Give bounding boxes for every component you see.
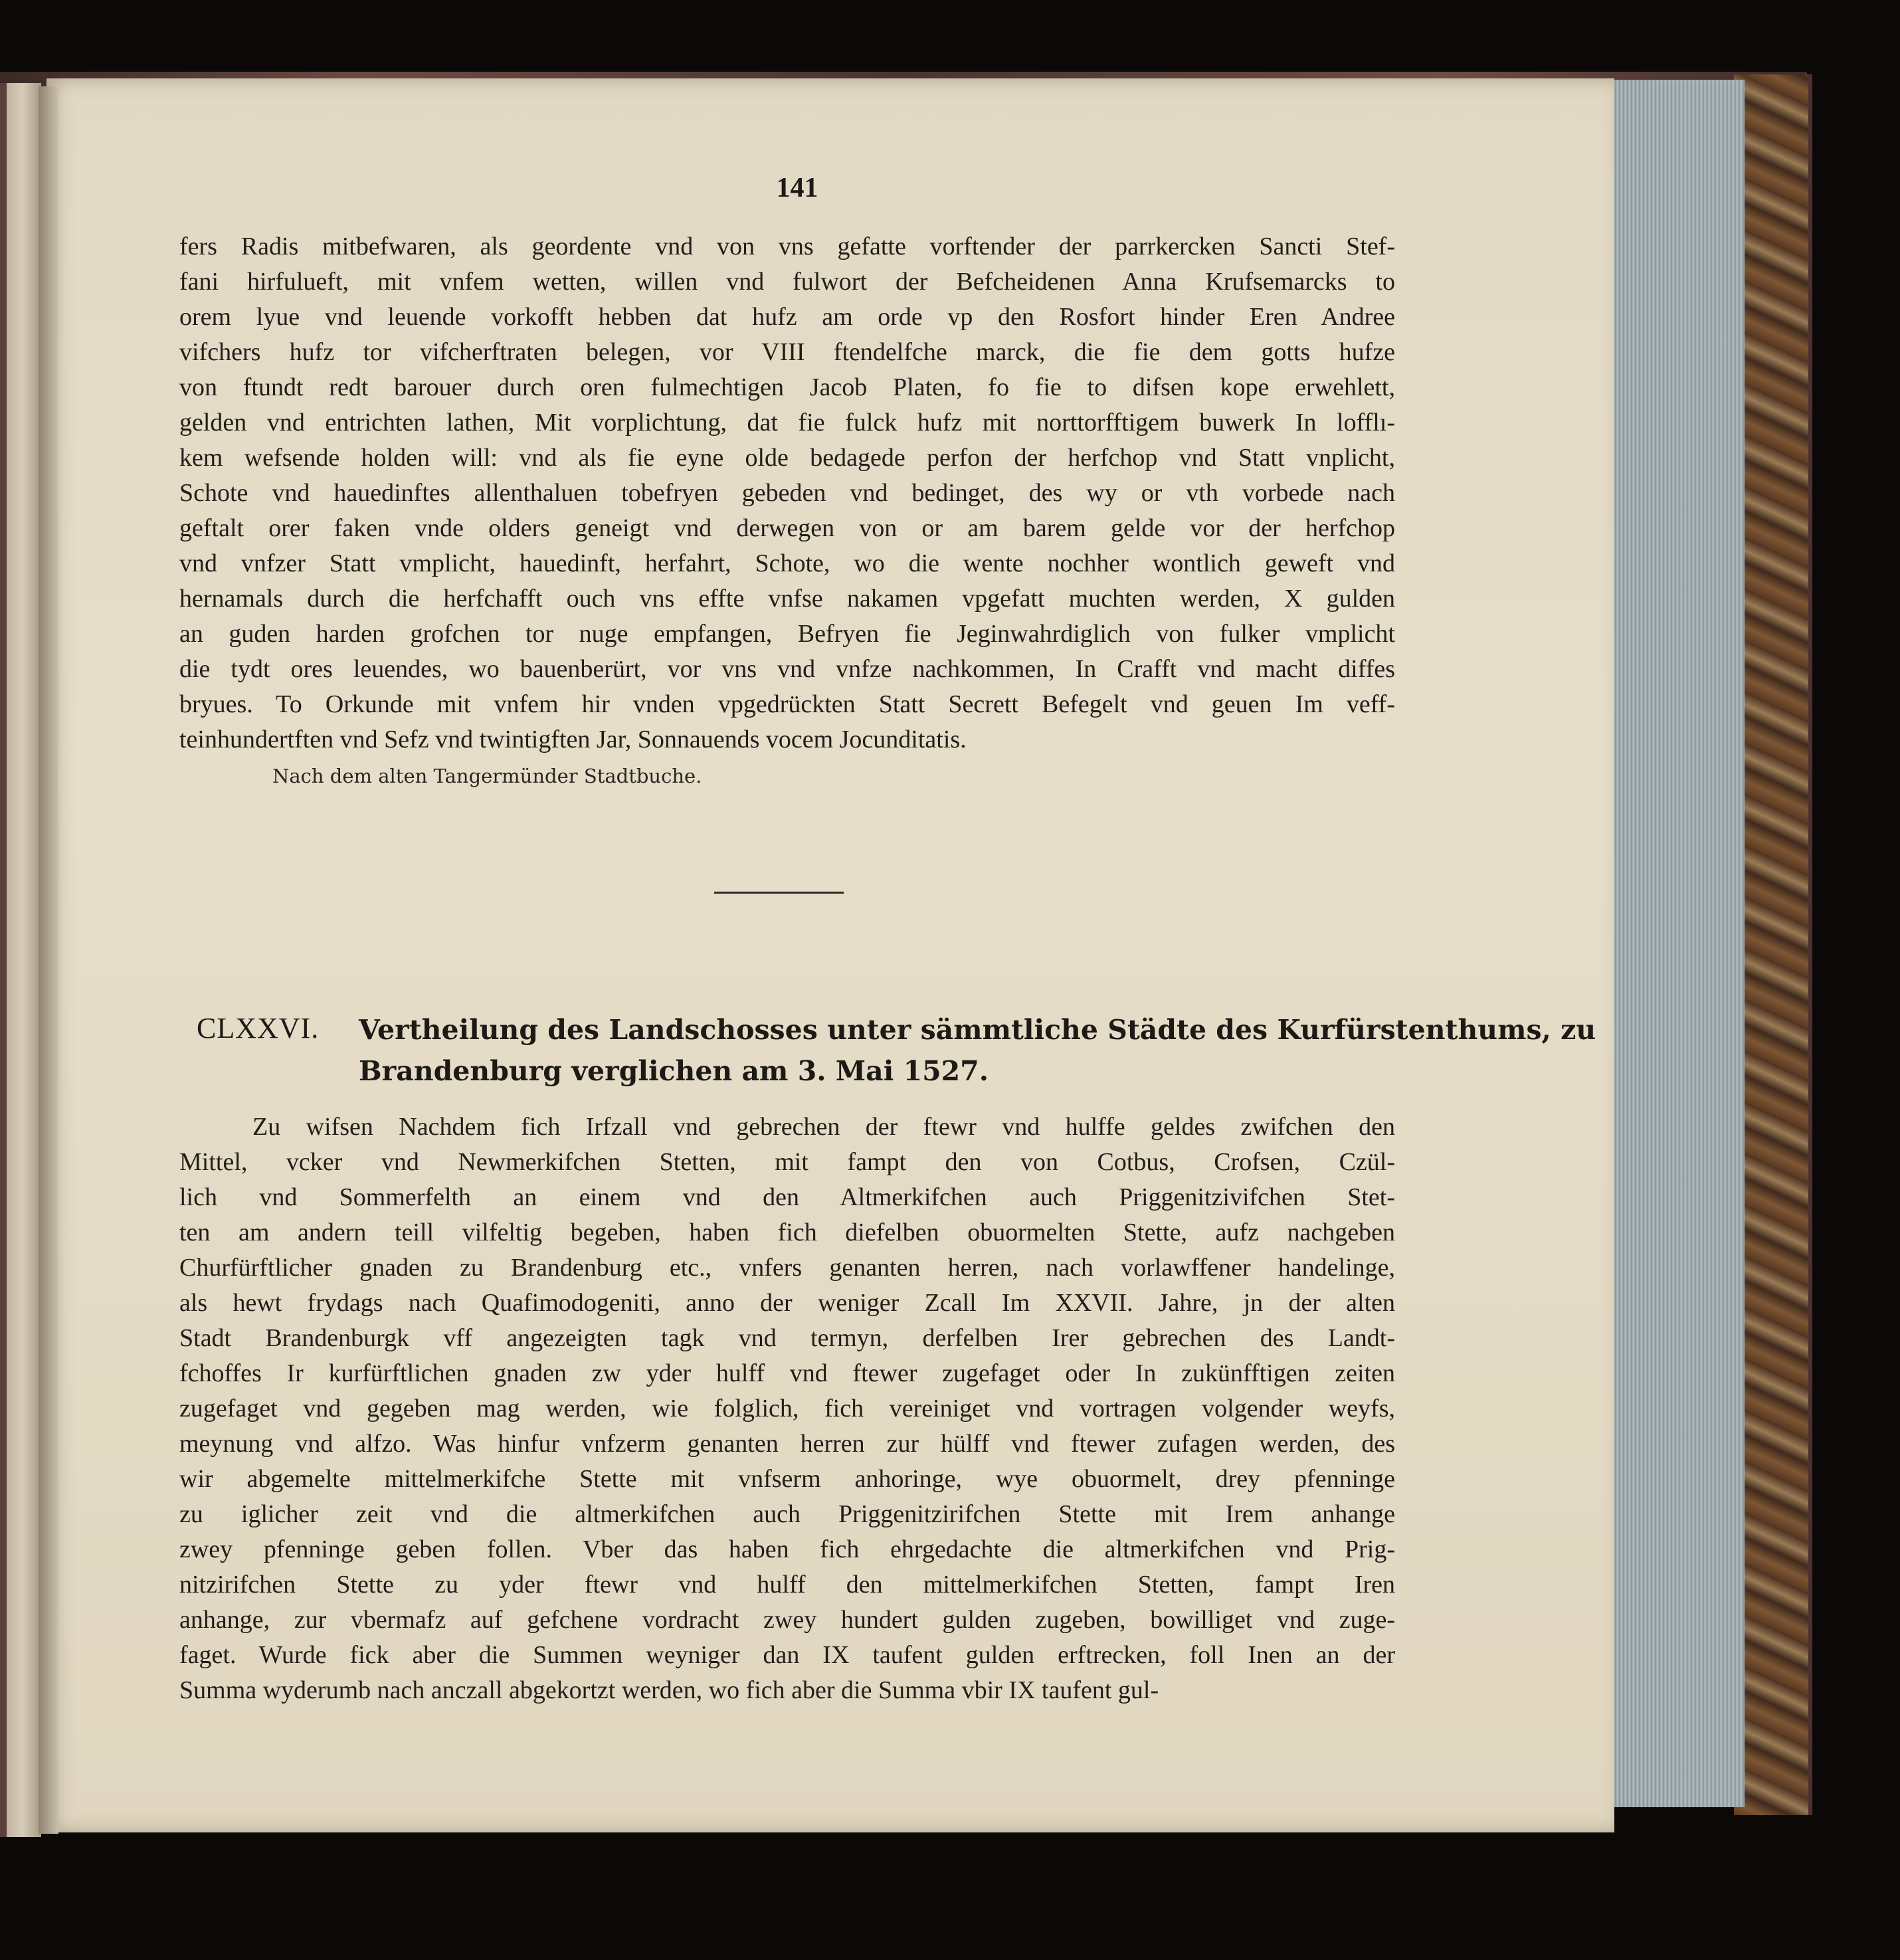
document-body-line: Zu wifsen Nachdem fich Irfzall vnd gebrechen der ftewr vnd hulffe geldes zwifchen den (252, 1113, 1395, 1141)
document-body-line: als hewt frydags nach Quafimodogeniti, anno der weniger Zcall Im XXVII. Jahre, jn der alten (179, 1289, 1395, 1317)
left-cover-edge (0, 83, 7, 1837)
document-body-line: zwey pfenninge geben follen. Vber das haben fich ehrgedachte die altmerkifchen vnd Prig- (179, 1535, 1395, 1563)
document-body-line: anhange, zur vbermafz auf gefchene vordracht zwey hundert gulden zugeben, bowilliget vnd zuge- (179, 1606, 1395, 1634)
document-body-line: ten am andern teill vilfeltig begeben, haben fich diefelben obuormelten Stette, aufz nachgeben (179, 1219, 1395, 1246)
document-body-line: faget. Wurde fick aber die Summen weyniger dan IX taufent gulden erftrecken, foll Inen an der (179, 1641, 1395, 1669)
document-body-line: Churfürftlicher gnaden zu Brandenburg etc., vnfers genanten herren, nach vorlawffener handelinge, (179, 1254, 1395, 1282)
document-body-line: wir abgemelte mittelmerkifche Stette mit vnfserm anhoringe, wye obuormelt, drey pfenninge (179, 1465, 1395, 1493)
page-block-edge (1612, 80, 1745, 1807)
document-body-line: fchoffes Ir kurfürftlichen gnaden zw yder hulff vnd ftewer zugefaget oder In zukünfftigen zeiten (179, 1359, 1395, 1387)
top-paragraph-line: geftalt orer faken vnde olders geneigt vnd derwegen von or am barem gelde vor der herfchop (179, 514, 1395, 542)
document-title-line2: Brandenburg verglichen am 3. Mai 1527. (359, 1055, 989, 1087)
section-divider (714, 892, 844, 894)
top-paragraph-line: vifchers hufz tor vifcherftraten belegen, vor VIII ftendelfche marck, die fie dem gotts hufze (179, 338, 1395, 366)
top-paragraph-line: orem lyue vnd leuende vorkofft hebben dat hufz am orde vp den Rosfort hinder Eren Andree (179, 303, 1395, 331)
top-paragraph-line: fers Radis mitbefwaren, als geordente vnd von vns gefatte vorftender der parrkercken Sancti Stef- (179, 233, 1395, 260)
document-body-line: meynung vnd alfzo. Was hinfur vnfzerm genanten herren zur hülff vnd ftewer zufagen werden, des (179, 1430, 1395, 1458)
document-body-line: nitzirifchen Stette zu yder ftewr vnd hulff den mittelmerkifchen Stetten, fampt Iren (179, 1571, 1395, 1599)
top-paragraph-line: von ftundt redt barouer durch oren fulmechtigen Jacob Platen, fo fie to difsen kope erwehlett, (179, 373, 1395, 401)
top-paragraph-line: gelden vnd entrichten lathen, Mit vorplichtung, dat fie fulck hufz mit norttorfftigem buwerk In lofflı- (179, 409, 1395, 437)
document-body-line: Mittel, vcker vnd Newmerkifchen Stetten, mit fampt den von Cotbus, Crofsen, Czül- (179, 1148, 1395, 1176)
document-title-line1: Vertheilung des Landschosses unter sämmtliche Städte des Kurfürstenthums, zu (359, 1014, 1596, 1046)
top-paragraph-line: bryues. To Orkunde mit vnfem hir vnden vpgedrückten Statt Secrett Befegelt vnd geuen Im veff- (179, 690, 1395, 718)
page-gutter (39, 86, 58, 1834)
top-paragraph-line: teinhundertften vnd Sefz vnd twintigften Jar, Sonnauends vocem Jocunditatis. (179, 726, 967, 753)
page-number: 141 (776, 173, 818, 203)
marbled-cover (1734, 74, 1812, 1815)
document-body-line: zugefaget vnd gegeben mag werden, wie folglich, fich vereiniget vnd vortragen volgender weyfs, (179, 1395, 1395, 1422)
top-paragraph-line: an guden harden grofchen tor nuge empfangen, Befryen fie Jeginwahrdiglich von fulker vmplicht (179, 620, 1395, 648)
document-body (179, 1110, 1395, 1708)
top-paragraph-line: kem wefsende holden will: vnd als fie eyne olde bedagede perfon der herfchop vnd Statt vnplicht, (179, 444, 1395, 472)
top-paragraph-line: die tydt ores leuendes, wo bauenberürt, vor vns vnd vnfze nachkommen, In Crafft vnd macht diffes (179, 655, 1395, 683)
top-paragraph-line: Schote vnd hauedinftes allenthaluen tobefryen gebeden vnd bedinget, des wy or vth vorbede nach (179, 479, 1395, 507)
top-paragraph-line: vnd vnfzer Statt vmplicht, hauedinft, herfahrt, Schote, wo die wente nochher wontlich geweft vnd (179, 549, 1395, 577)
document-number: CLXXVI. (197, 1012, 320, 1044)
document-body-line: Summa wyderumb nach anczall abgekortzt werden, wo fich aber die Summa vbir IX taufent gul- (179, 1676, 1159, 1704)
source-note: Nach dem alten Tangermünder Stadtbuche. (272, 765, 702, 787)
document-body-line: lich vnd Sommerfelth an einem vnd den Altmerkifchen auch Priggenitzivifchen Stet- (179, 1183, 1395, 1211)
document-body-line: Stadt Brandenburgk vff angezeigten tagk vnd termyn, derfelben Irer gebrechen des Landt- (179, 1324, 1395, 1352)
top-paragraph (179, 229, 1395, 757)
document-body-line: zu iglicher zeit vnd die altmerkifchen auch Priggenitzirifchen Stette mit Irem anhange (179, 1500, 1395, 1528)
top-paragraph-line: hernamals durch die herfchafft ouch vns effte vnfse nakamen vpgefatt muchten werden, X gulden (179, 585, 1395, 613)
top-paragraph-line: fani hirfulueft, mit vnfem wetten, willen vnd fulwort der Befcheidenen Anna Krufsemarcks to (179, 268, 1395, 296)
